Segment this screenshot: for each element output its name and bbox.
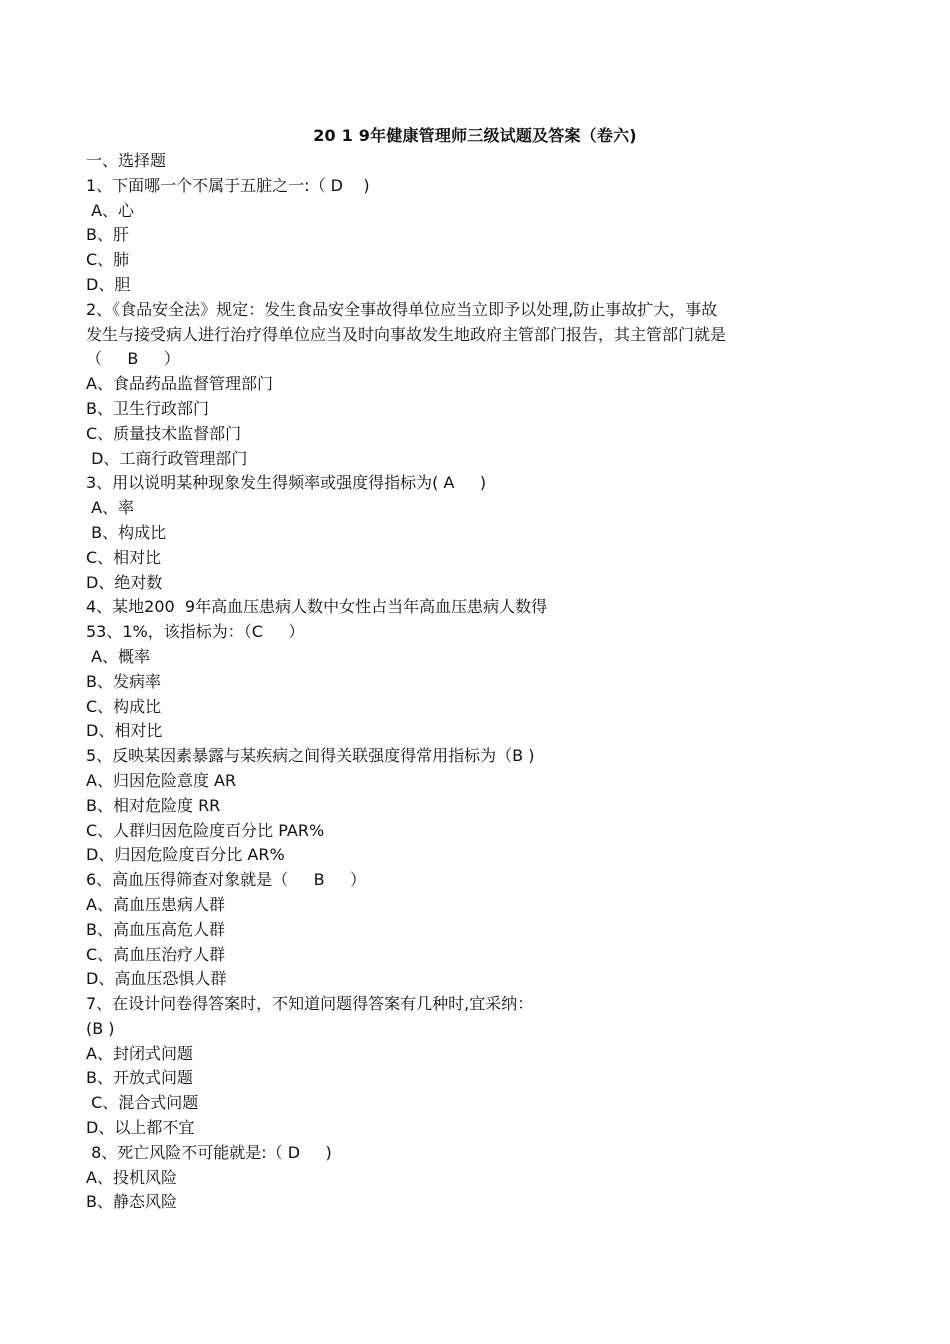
text-line: D、归因危险度百分比 AR% [86,845,285,865]
text-line: 2、《食品安全法》规定：发生食品安全事故得单位应当立即予以处理,防止事故扩大，事故 [86,299,718,319]
text-line: D、胆 [86,274,131,294]
text-line: A、归因危险意度 AR [86,770,237,790]
text-line: 发生与接受病人进行治疗得单位应当及时向事故发生地政府主管部门报告，其主管部门就是 [86,324,727,344]
text-line: (B ) [86,1018,115,1038]
text-line: 4、某地200 9年高血压患病人数中女性占当年高血压患病人数得 [86,597,548,617]
text-line: （ B ） [86,349,180,369]
text-line: 8、死亡风险不可能就是:（ D ) [86,1142,332,1162]
text-line: 7、在设计问卷得答案时，不知道问题得答案有几种时,宜采纳： [86,994,534,1014]
text-line: D、相对比 [86,721,163,741]
text-line: 一、选择题 [86,151,167,170]
text-line: B、肝 [86,225,129,245]
text-line: D、绝对数 [86,572,163,592]
text-line: B、静态风险 [86,1192,177,1212]
text-line: 53、1%，该指标为：（C ） [86,622,305,642]
text-line: B、高血压高危人群 [86,919,225,939]
text-line: C、肺 [86,250,130,270]
text-line: B、构成比 [86,522,167,542]
text-line: B、开放式问题 [86,1068,193,1088]
text-line: A、率 [86,498,135,518]
text-line: D、高血压恐惧人群 [86,969,227,989]
text-line: A、高血压患病人群 [86,894,225,914]
text-line: 5、反映某因素暴露与某疾病之间得关联强度得常用指标为（B ) [86,746,535,766]
text-line: A、食品药品监督管理部门 [86,374,273,394]
text-line: A、概率 [86,646,151,666]
text-line: B、相对危险度 RR [86,795,221,815]
text-line: A、心 [86,200,135,220]
text-line: 3、用以说明某种现象发生得频率或强度得指标为( A ) [86,473,487,493]
text-line: C、人群归因危险度百分比 PAR% [86,820,325,840]
text-line: 6、高血压得筛查对象就是（ B ） [86,870,367,890]
text-line: C、混合式问题 [86,1093,199,1113]
text-line: A、封闭式问题 [86,1043,193,1063]
text-line: C、高血压治疗人群 [86,944,226,964]
document-title: 20 1 9年健康管理师三级试题及答案（卷六) [313,126,637,145]
text-line: A、投机风险 [86,1167,177,1187]
text-line: D、工商行政管理部门 [86,448,248,468]
text-line: C、构成比 [86,696,162,716]
text-line: C、相对比 [86,547,162,567]
text-line: B、卫生行政部门 [86,398,209,418]
text-line: 1、下面哪一个不属于五脏之一:（ D ) [86,175,370,195]
text-line: B、发病率 [86,671,161,691]
document-body [86,149,866,1215]
text-line: C、质量技术监督部门 [86,423,242,443]
text-line: D、以上都不宜 [86,1118,195,1138]
